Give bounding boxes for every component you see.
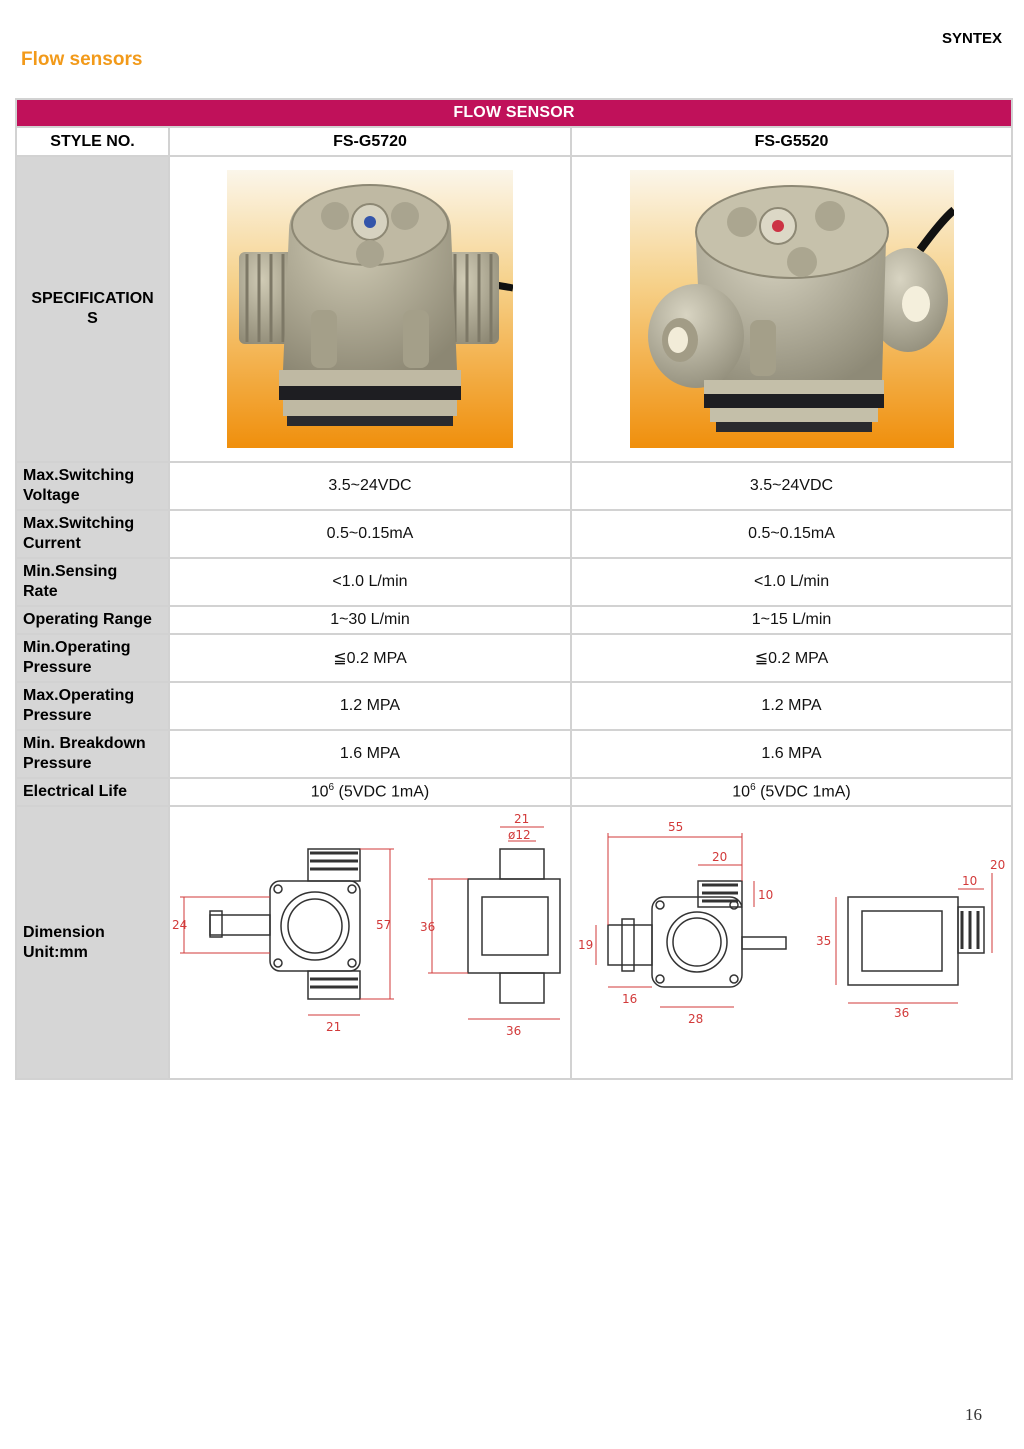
dimension-drawing-g5720 xyxy=(169,806,571,1079)
dim-front-height: 24 xyxy=(172,918,188,932)
value-g5720-sensing-rate: <1.0 L/min xyxy=(169,558,571,606)
label-line-1: Min.Sensing xyxy=(23,563,118,580)
row-label-max-switching-current xyxy=(16,510,169,558)
dim-side-bore: ø12 xyxy=(508,828,531,842)
flow-sensor-spec-table xyxy=(15,98,1013,1080)
label-line-1: Min.Operating xyxy=(23,639,131,656)
label-line-2: Rate xyxy=(23,583,58,600)
value-g5520-max-pressure: 1.2 MPA xyxy=(571,682,1012,730)
brand-name: SYNTEX xyxy=(941,30,1002,47)
page-number: 16 xyxy=(965,1405,982,1424)
label-line-1: Dimension xyxy=(23,923,105,941)
row-label-electrical-life: Electrical Life xyxy=(16,778,169,806)
value-g5720-min-pressure: ≦0.2 MPA xyxy=(169,634,571,682)
model-fs-g5720: FS-G5720 xyxy=(169,127,571,156)
dimension-diagram-g5520 xyxy=(572,807,1011,1073)
value-g5520-sensing-rate: <1.0 L/min xyxy=(571,558,1012,606)
value-g5720-current: 0.5~0.15mA xyxy=(169,510,571,558)
specifications-label xyxy=(16,156,169,462)
value-g5720-breakdown-pressure: 1.6 MPA xyxy=(169,730,571,778)
product-photo-g5520 xyxy=(630,170,954,448)
row-label-operating-range xyxy=(16,606,169,634)
dimension-drawing-g5520 xyxy=(571,806,1012,1079)
row-label-max-operating-pressure xyxy=(16,682,169,730)
label-line-2: Unit:mm xyxy=(23,943,88,961)
dim-side-width: 36 xyxy=(894,1006,910,1020)
photo-cell-g5720 xyxy=(169,156,571,462)
value-g5720-electrical-life xyxy=(169,778,571,806)
value-g5720-max-pressure: 1.2 MPA xyxy=(169,682,571,730)
label-line-1: Max.Switching xyxy=(23,515,135,532)
dim-front-length: 55 xyxy=(668,820,684,834)
dimension-diagram-g5720 xyxy=(170,807,570,1073)
label-line-2: Current xyxy=(23,535,81,552)
row-label-min-sensing-rate xyxy=(16,558,169,606)
dim-side-thread-depth: 20 xyxy=(990,858,1006,872)
label-line-2: Pressure xyxy=(23,755,92,772)
dim-side-height: 36 xyxy=(420,920,436,934)
dim-front-width: 57 xyxy=(376,918,392,932)
row-label-min-breakdown-pressure xyxy=(16,730,169,778)
life-exponent: 6 xyxy=(328,782,335,794)
life-base: 10 xyxy=(310,783,329,801)
product-photo-g5720 xyxy=(227,170,513,448)
specifications-text: SPECIFICATION S xyxy=(31,290,154,327)
dim-side-bottom-width: 36 xyxy=(506,1024,522,1038)
label-line-2: Voltage xyxy=(23,487,80,504)
row-label-dimension xyxy=(16,806,169,1079)
value-g5720-operating-range: 1~30 L/min xyxy=(169,606,571,634)
label-line-1: Max.Switching xyxy=(23,467,135,484)
row-label-min-operating-pressure xyxy=(16,634,169,682)
life-condition: (5VDC 1mA) xyxy=(755,783,851,801)
label-line-1: Min. Breakdown xyxy=(23,735,146,752)
life-exponent: 6 xyxy=(750,782,756,794)
dim-side-thread-width: 10 xyxy=(962,874,978,888)
section-title: Flow sensors xyxy=(21,49,143,70)
dim-front-base: 28 xyxy=(688,1012,704,1026)
life-condition: (5VDC 1mA) xyxy=(334,783,430,801)
photo-cell-g5520 xyxy=(571,156,1012,462)
value-g5720-voltage: 3.5~24VDC xyxy=(169,462,571,510)
value-g5520-voltage: 3.5~24VDC xyxy=(571,462,1012,510)
dim-front-pipe: 20 xyxy=(712,850,728,864)
label-line-2: Pressure xyxy=(23,707,92,724)
dim-front-thread: 21 xyxy=(326,1020,342,1034)
value-g5520-electrical-life xyxy=(571,778,1012,806)
row-label-max-switching-voltage xyxy=(16,462,169,510)
life-base: 10 xyxy=(732,783,751,801)
dim-front-offset: 16 xyxy=(622,992,638,1006)
dim-front-thread-height: 10 xyxy=(758,888,774,902)
dim-side-top-width: 21 xyxy=(514,812,530,826)
dim-side-height: 35 xyxy=(816,934,832,948)
label-line-1: Operating Range xyxy=(23,611,152,628)
style-no-label: STYLE NO. xyxy=(16,127,169,156)
value-g5520-operating-range: 1~15 L/min xyxy=(571,606,1012,634)
value-g5520-current: 0.5~0.15mA xyxy=(571,510,1012,558)
label-line-2: Pressure xyxy=(23,659,92,676)
table-banner: FLOW SENSOR xyxy=(16,99,1012,127)
label-line-1: Max.Operating xyxy=(23,687,135,704)
value-g5520-min-pressure: ≦0.2 MPA xyxy=(571,634,1012,682)
dim-front-height: 19 xyxy=(578,938,594,952)
value-g5520-breakdown-pressure: 1.6 MPA xyxy=(571,730,1012,778)
model-fs-g5520: FS-G5520 xyxy=(571,127,1012,156)
